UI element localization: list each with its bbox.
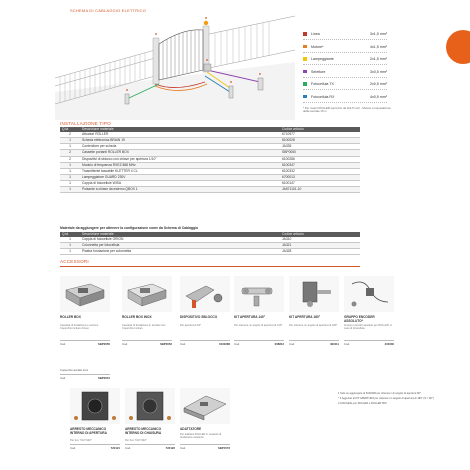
- accessory-card[interactable]: [180, 276, 230, 346]
- accessory-code-row: [180, 444, 230, 448]
- accessory-card[interactable]: [344, 276, 394, 346]
- legend-spec: 3x0,5 mm²: [370, 69, 387, 74]
- code-label: Cod.: [125, 446, 131, 450]
- legend-divider: [303, 89, 387, 90]
- accessory-code: SBP1573: [218, 446, 230, 450]
- legend-swatch: [303, 70, 307, 74]
- cell-description: Colonnetta per fotocellula: [80, 243, 280, 249]
- legend-row: [303, 45, 387, 58]
- cell-qty: 1: [60, 180, 80, 186]
- cell-code: 6710977: [280, 132, 360, 138]
- material-note: Materiale da aggiungere per ottenere la configurazione come da Schema di Cablaggio: [60, 226, 199, 230]
- cell-description: Lampeggiatore GUARD 230V: [80, 174, 280, 180]
- legend-divider: [303, 39, 387, 40]
- cell-description: Trasmittente tascabile KLETTER 4 CL: [80, 168, 280, 174]
- accessory-name: ADATTATORE: [180, 427, 202, 431]
- accessory-code: SBP0052: [160, 342, 172, 346]
- col-header-code: Codice articolo: [280, 232, 360, 237]
- cell-code: JA310: [280, 237, 360, 243]
- legend-swatch: [303, 95, 307, 99]
- cell-qty: 1: [60, 243, 80, 249]
- accessory-description: Per box 7/10°/140°: [125, 439, 147, 442]
- accessory-code: SBP0050: [98, 342, 110, 346]
- cell-code: 6100028: [280, 138, 360, 144]
- legend-label: Fotocellula TX: [311, 82, 334, 86]
- accessory-code: 722122: [165, 446, 175, 450]
- col-header-code: Codice articolo: [280, 127, 360, 132]
- release-device-image: [180, 276, 230, 312]
- cell-code: JA321: [280, 243, 360, 249]
- accessories-divider: [60, 266, 360, 267]
- cell-description: Coppia di fotocellule ORION: [80, 237, 280, 243]
- cell-qty: 2: [60, 156, 80, 162]
- accessory-card[interactable]: [180, 388, 230, 450]
- accessory-card[interactable]: [125, 388, 175, 450]
- legend-swatch: [303, 57, 307, 61]
- footnotes: [338, 392, 438, 407]
- legend-row: [303, 70, 387, 83]
- legend-spec: 2x0,5 mm²: [370, 82, 387, 86]
- cell-code: JA328: [280, 249, 360, 255]
- legend-swatch: [303, 32, 307, 36]
- accessory-code: SBP0051: [98, 376, 110, 380]
- accessory-description: Per ottenere un angolo di apertura di 140°: [234, 324, 283, 327]
- cell-qty: 1: [60, 162, 80, 168]
- accessory-code-row: [289, 340, 339, 344]
- cell-code: 6100147: [280, 180, 360, 186]
- legend-swatch: [303, 82, 307, 86]
- accessory-code: 722121: [110, 446, 120, 450]
- code-label: Cod.: [180, 342, 186, 346]
- cell-description: Coppia di fotocellule WISA: [80, 180, 280, 186]
- closing-stop-image: [125, 388, 175, 424]
- cell-qty: 1: [60, 144, 80, 150]
- accessory-code-row: [234, 340, 284, 344]
- code-label: Cod.: [289, 342, 295, 346]
- cell-description: Attuatori ROLLER: [80, 132, 280, 138]
- code-label: Cod.: [234, 342, 240, 346]
- col-header-description: Descrizione materiale: [80, 232, 280, 237]
- cell-qty: 1: [60, 138, 80, 144]
- accessory-description: Gruppo encoder assoluto per ROLLER, in caso di fotocellula: [344, 324, 393, 331]
- accessory-card[interactable]: [122, 276, 172, 346]
- legend-label: Motore*: [311, 44, 324, 49]
- accessory-description: Cassetta di fondazione in acciaio inox. Coperchio incluso: [122, 324, 167, 331]
- schema-title: SCHEMA DI CABLAGGIO ELETTRICO: [70, 8, 147, 13]
- extra-material-table: [60, 232, 360, 255]
- legend-label: Selettore: [311, 69, 326, 74]
- code-label: Cod.: [70, 446, 76, 450]
- accessory-code-row: [180, 340, 230, 344]
- roller-box-image: [60, 276, 110, 312]
- accessory-description: Cassetta di fondazione e sezione. Coperchio incluso chiuso: [60, 324, 99, 331]
- col-header-qty: Q.tà: [60, 127, 80, 132]
- accessory-name: DISPOSITIVO SBLOCCO: [180, 315, 218, 319]
- accessory-code-row: [70, 444, 120, 448]
- section-tab-marker: [446, 30, 470, 64]
- cell-qty: 1: [60, 249, 80, 255]
- footnote: 3 Utilizzabile per ROLLER e ROLLER 500: [338, 401, 387, 405]
- legend-spec: 2x1,5 mm²: [370, 57, 387, 61]
- accessory-code-row: [60, 340, 110, 344]
- footnote: 1 Solo se aggiungete al 6100296 per ottenere i di angolo di apertura 90°: [338, 392, 421, 395]
- cell-description: Contenitore per scheda: [80, 144, 280, 150]
- cell-code: 6100332: [280, 168, 360, 174]
- cell-code: SBP0050: [280, 150, 360, 156]
- legend-note: * Per motori ROLLER sopra 6m da 2x2,5 mm² - Motore a impostazione della centrale 15 m: [303, 106, 391, 114]
- legend-row: [303, 32, 387, 45]
- table-row: [60, 187, 360, 193]
- accessory-name: ROLLER BOX: [60, 315, 81, 319]
- cell-description: Pulsante a chiave da esterno QBOX 1: [80, 187, 280, 193]
- accessory-name: ARRESTO MECCANICO INTERNO DI CHIUSURA: [125, 427, 162, 435]
- gate-installation-illustration: [55, 12, 295, 120]
- roller-box-inox-image: [122, 276, 172, 312]
- legend-label: Lampeggiante: [311, 57, 334, 61]
- accessory-name: ROLLER BOX INOX: [122, 315, 152, 319]
- code-label: Cod.: [122, 342, 128, 346]
- accessory-description: Per box 7/10°/140°: [70, 439, 92, 442]
- legend-row: [303, 82, 387, 95]
- code-label: Cod.: [180, 446, 186, 450]
- legend-divider: [303, 102, 387, 103]
- cell-qty: 1: [60, 174, 80, 180]
- cell-qty: 1: [60, 237, 80, 243]
- legend-swatch: [303, 45, 307, 49]
- accessory-card[interactable]: [70, 388, 120, 450]
- accessory-code-row: [344, 340, 394, 344]
- cell-code: 6100286: [280, 156, 360, 162]
- accessory-code: 490111: [329, 342, 339, 346]
- code-label: Cod.: [60, 342, 66, 346]
- footnote: * 2 Aggiunte al KIT APERTURA per ottenere un angolo di apertura di 180° (S = 90°): [338, 396, 434, 400]
- accessory-description: Per apertura 1/10°: [180, 324, 202, 327]
- legend-divider: [303, 77, 387, 78]
- cell-description: Modulo di frequenza RXEZ 868 MHz: [80, 162, 280, 168]
- code-label: Cod.: [60, 376, 66, 380]
- legend-divider: [303, 64, 387, 65]
- encoder-image: [344, 276, 394, 312]
- cell-description: Dispositivi di sblocco con chiave per apertura 1/10°: [80, 156, 280, 162]
- cell-description: Cassette portanti ROLLER BOX: [80, 150, 280, 156]
- legend-spec: 4x0,5 mm²: [370, 94, 387, 99]
- cell-code: 6700013: [280, 174, 360, 180]
- cell-code: JA335: [280, 144, 360, 150]
- cell-qty: 1: [60, 187, 80, 193]
- accessory-name: KIT APERTURA 180°: [289, 315, 320, 319]
- kit-180-image: [289, 276, 339, 312]
- legend-label: Linea: [311, 32, 320, 36]
- kit-140-image: [234, 276, 284, 312]
- accessory-name: ARRESTO MECCANICO INTERNO DI APERTURA: [70, 427, 107, 435]
- install-table-title: INSTALLAZIONE TIPO: [60, 121, 111, 126]
- install-table: [60, 127, 360, 193]
- accessory-description: Per ottenere un angolo di apertura di 180°: [289, 324, 338, 327]
- cell-description: Piastra fondazione per colonnetta: [80, 249, 280, 255]
- accessories-title: ACCESSORI: [60, 259, 89, 264]
- accessory-code-row: [125, 444, 175, 448]
- accessory-card[interactable]: [60, 276, 110, 346]
- accessory-description: Per adattare ROLLER in cassetta di fondazione esistente: [180, 433, 222, 440]
- col-header-description: Descrizione materiale: [80, 127, 280, 132]
- legend-spec: 4x1,5 mm²: [370, 44, 387, 49]
- accessory-card[interactable]: [289, 276, 339, 346]
- accessory-code: 6100286: [219, 342, 230, 346]
- accessory-card[interactable]: [234, 276, 284, 346]
- legend-row: [303, 57, 387, 70]
- cell-qty: 2: [60, 132, 80, 138]
- col-header-qty: Q.tà: [60, 232, 80, 237]
- cell-code: JA571101-10: [280, 187, 360, 193]
- accessory-code: 008813: [274, 342, 284, 346]
- cell-qty: 2: [60, 150, 80, 156]
- accessory-code-row: [60, 374, 110, 378]
- table-row: [60, 249, 360, 255]
- cell-qty: 1: [60, 168, 80, 174]
- accessory-code-row: [122, 340, 172, 344]
- inox-cover-caption: Coperchio acciaio inox: [60, 368, 89, 372]
- accessory-name: KIT APERTURA 140°: [234, 315, 265, 319]
- legend-spec: 3x1,5 mm²: [370, 32, 387, 36]
- legend-divider: [303, 52, 387, 53]
- legend-label: Fotocellula RX: [311, 94, 335, 99]
- cable-legend: [303, 32, 387, 107]
- cell-description: Scheda elettronica BRAIN 19: [80, 138, 280, 144]
- adapter-image: [180, 388, 230, 424]
- accessory-code: 404030: [384, 342, 394, 346]
- cell-code: 6100347: [280, 162, 360, 168]
- accessory-name: GRUPPO ENCODER ASSOLUTO*: [344, 315, 375, 323]
- opening-stop-image: [70, 388, 120, 424]
- code-label: Cod.: [344, 342, 350, 346]
